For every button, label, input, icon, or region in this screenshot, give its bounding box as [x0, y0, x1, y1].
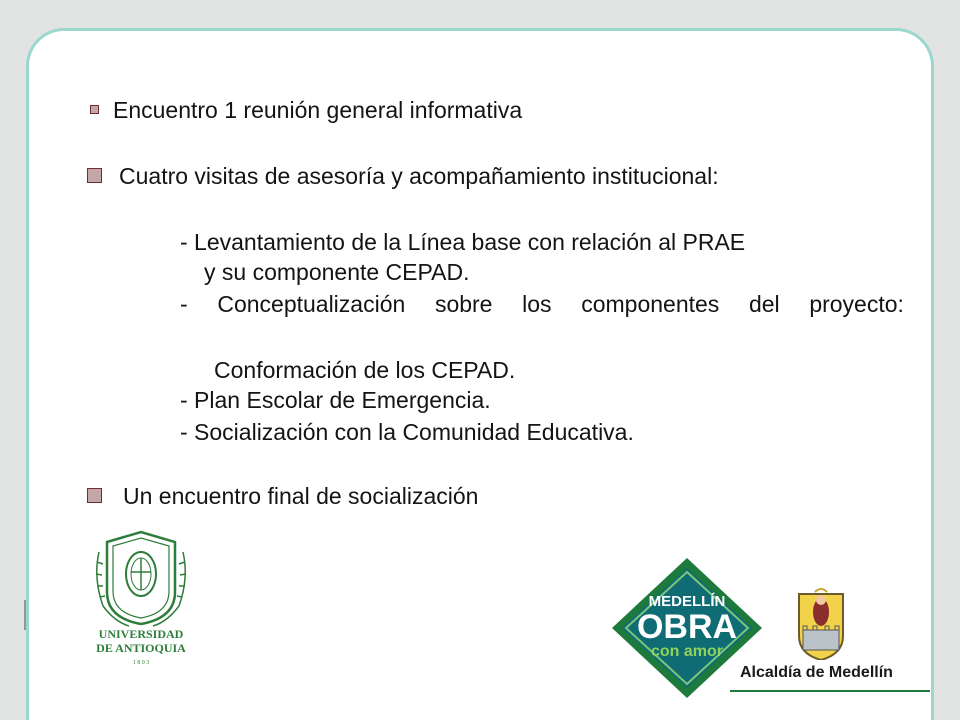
square-bullet-icon: [87, 168, 107, 188]
medellin-line3: con amor: [650, 643, 724, 660]
alcaldia-label: Alcaldía de Medellín: [740, 664, 893, 681]
justified-word: del: [748, 291, 780, 317]
justified-word: proyecto:: [809, 291, 904, 317]
universidad-de-antioquia-logo: [85, 528, 197, 672]
alcaldia-label-bar: [730, 660, 930, 692]
subitem-line: - Socialización con la Comunidad Educativa.: [180, 419, 634, 445]
udea-line1: UNIVERSIDAD: [98, 627, 184, 641]
bullet-item-2: [87, 162, 719, 190]
medellin-line1: MEDELLÍN: [648, 593, 726, 610]
subitem-line: - Levantamiento de la Línea base con relación al PRAE: [180, 229, 746, 255]
justified-word: sobre: [434, 291, 493, 317]
square-bullet-icon: [90, 105, 103, 118]
medellin-line2: OBRA: [636, 608, 738, 646]
alcaldia-coat-of-arms-icon: [793, 586, 849, 662]
bullet-text: Cuatro visitas de asesoría y acompañamiento institucional:: [119, 163, 719, 189]
justified-word: los: [522, 291, 552, 317]
bullet-text: Encuentro 1 reunión general informativa: [113, 97, 523, 123]
subitem-justified-line: [180, 290, 904, 318]
bullet-item-3: [87, 482, 478, 510]
justified-word: componentes: [581, 291, 720, 317]
square-bullet-icon: [87, 488, 107, 508]
udea-line2: DE ANTIOQUIA: [96, 641, 186, 655]
justified-word: Conceptualización: [217, 291, 406, 317]
justified-word: -: [180, 291, 188, 317]
bullet-text: Un encuentro final de socialización: [123, 483, 479, 509]
frame-divider: [24, 600, 26, 630]
subitem-line: y su componente CEPAD.: [204, 259, 470, 285]
subitem-line: Conformación de los CEPAD.: [214, 357, 516, 383]
udea-year: 1 8 0 3: [132, 660, 150, 666]
subitem-line: - Plan Escolar de Emergencia.: [180, 387, 491, 413]
bullet-item-1: [90, 96, 522, 124]
